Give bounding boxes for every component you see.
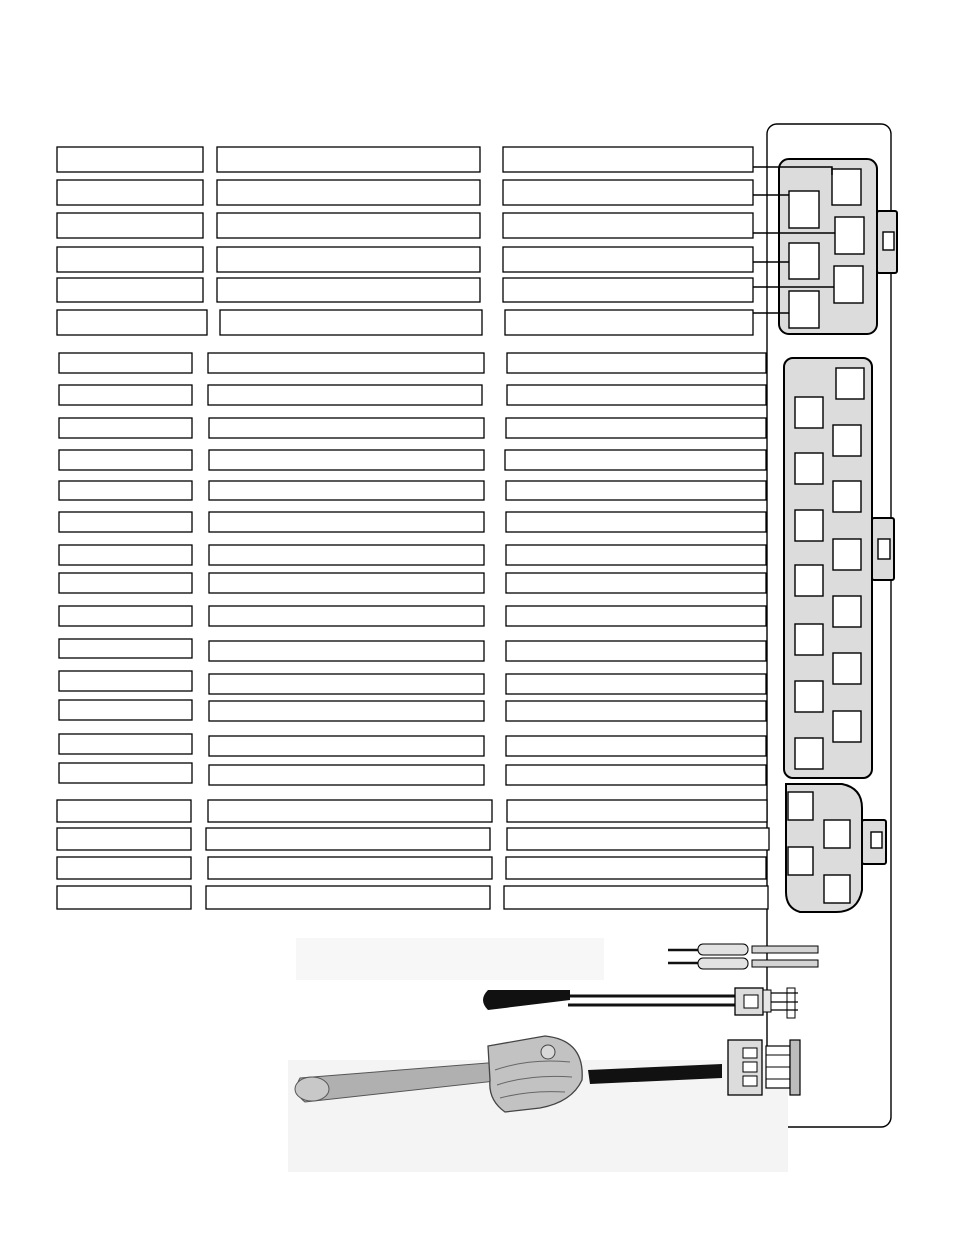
wire-color-box [209,641,484,661]
label-row [59,512,766,532]
label-group-6pin [57,147,753,335]
connector-pin [824,820,850,848]
label-row [57,886,768,909]
wire-color-box [209,545,484,565]
connector-pin [789,291,819,328]
function-box [506,674,766,694]
wire-color-box [208,857,492,879]
pin-number-box [59,573,192,593]
connector-pin [789,191,819,228]
function-box [503,278,753,302]
label-row [57,213,753,238]
connector-pin [833,711,861,742]
function-box [505,310,753,335]
pin-number-box [57,213,203,238]
wire-color-box [209,701,484,721]
wire-color-box [217,147,480,172]
function-box [506,418,766,438]
label-row [57,147,753,172]
pin-number-box [59,606,192,626]
antenna-module [288,1036,788,1172]
function-box [506,765,766,785]
label-row [59,353,766,373]
label-row [57,278,753,302]
wire-color-box [209,736,484,756]
connector-pin [795,397,823,428]
wire-color-box [217,180,480,205]
wire-color-box [220,310,482,335]
connector-pin [833,539,861,570]
function-box [507,385,766,405]
function-box [503,213,753,238]
label-row [59,700,766,721]
connector-pin [833,596,861,627]
pin-number-box [59,353,192,373]
wire-color-box [208,385,482,405]
label-row [59,734,766,756]
wire-color-box [206,828,490,850]
function-box [506,481,766,500]
wire-color-box [209,674,484,694]
connector-pin [833,481,861,512]
function-box [507,828,769,850]
pin-number-box [59,545,192,565]
label-row [59,418,766,438]
function-box [507,353,766,373]
connector-pin [795,681,823,712]
wire-color-box [209,418,484,438]
connector-pin [836,368,864,399]
pin-number-box [59,512,192,532]
wire-color-box [209,512,484,532]
pin-number-box [57,886,191,909]
function-box [506,573,766,593]
pin-number-box [59,450,192,470]
label-row [57,857,766,879]
connector-pin [833,425,861,456]
locking-tab [883,232,894,250]
pin-number-box [59,763,192,783]
connector-pin [795,624,823,655]
function-box [506,857,766,879]
label-row [57,828,769,850]
locking-tab [878,539,890,559]
wire-color-box [217,247,480,272]
pin-number-box [57,310,207,335]
function-box [506,736,766,756]
label-row [57,247,753,272]
pin-number-box [59,734,192,754]
label-row [57,180,753,205]
wire-color-box [217,278,480,302]
pin-number-box [57,147,203,172]
connector-pin [834,266,863,303]
wire-color-box [217,213,480,238]
pin-number-box [57,180,203,205]
function-box [503,180,753,205]
pin-number-box [57,800,191,822]
pin-number-box [57,278,203,302]
wire-color-box [206,886,490,909]
function-box [503,147,753,172]
label-row [59,385,766,405]
pin-number-box [57,828,191,850]
label-row [57,800,767,822]
wire-color-box [209,606,484,626]
label-row [59,671,766,694]
function-box [503,247,753,272]
pin-number-box [59,385,192,405]
wire-color-box [209,573,484,593]
pin-number-box [57,247,203,272]
label-row [59,763,766,785]
connector-pin [795,453,823,484]
label-row [59,573,766,593]
connector-pin [833,653,861,684]
function-box [506,641,766,661]
function-box [506,606,766,626]
pin-number-box [59,700,192,720]
function-box [505,450,766,470]
connector-pin [788,847,813,875]
label-row [59,481,766,500]
label-row [59,545,766,565]
wire-color-box [208,800,492,822]
pin-number-box [59,418,192,438]
connector-pin [795,565,823,596]
function-box [504,886,768,909]
accessory-photo-area [296,938,604,980]
pin-number-box [59,639,192,658]
locking-tab [871,832,882,848]
label-group-4pin [57,800,769,909]
loop-wire [483,990,736,1010]
label-row [59,450,766,470]
connector-pin [795,738,823,769]
wire-color-box [209,481,484,500]
pin-number-box [57,857,191,879]
wire-color-box [208,353,484,373]
function-box [506,545,766,565]
connector-pin [835,217,864,254]
connector-pin [788,792,813,820]
wire-color-box [209,450,484,470]
connector-pin [795,510,823,541]
pin-number-box [59,671,192,691]
label-row [59,639,766,661]
wire-color-box [209,765,484,785]
connector-pin [789,243,819,279]
label-row [59,606,766,626]
function-box [507,800,767,822]
function-box [506,512,766,532]
pin-number-box [59,481,192,500]
label-group-14pin [59,353,766,785]
connector-pin [832,169,861,205]
connector-pin [824,875,850,903]
function-box [506,701,766,721]
label-row [57,310,753,335]
